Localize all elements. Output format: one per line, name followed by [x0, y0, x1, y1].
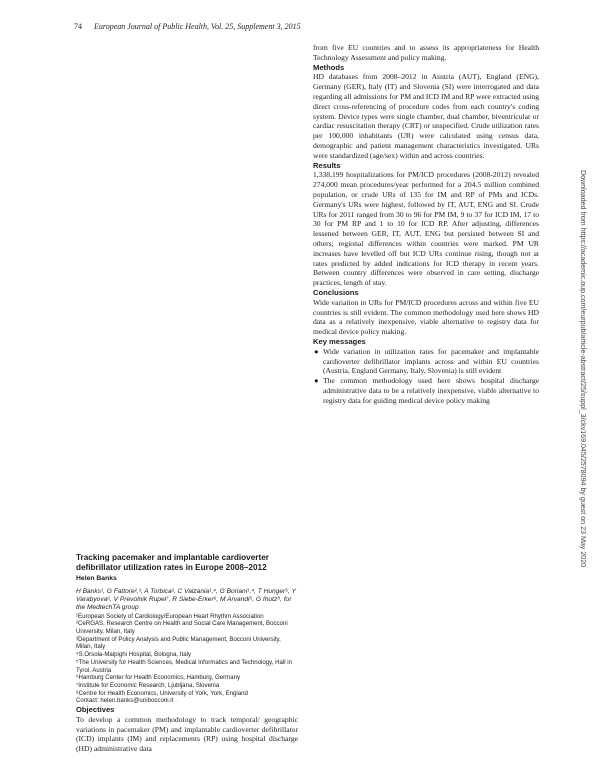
abstract-title: Tracking pacemaker and implantable cardioverter defibrillator utilization rates in Europe 2008–2012 — [76, 553, 269, 572]
affiliation-line: ⁵The University for Health Sciences, Medical Informatics and Technology, Hall in Tyrol, Austria — [76, 658, 293, 674]
methods-paragraph: HD databases from 2008–2012 in Austria (AUT), England (ENG), Germany (GER), Italy (IT) and Slovenia (SI) were interrogated and data regarding all admissions for PM and ICD IM and RP were extracted using direct cross-referencing of procedure codes from each country's coding system. Device types were single chamber, dual chamber, biventricular or cardiac resuscitation therapy (CRT) or unspecified. Crude utilization rates per 100,000 inhabitants (UR) were calculated using census data, demographic and patient management characteristics investigated. URs were standardized (age/sex) within and across countries. — [313, 72, 539, 160]
key-message-text: Wide variation in utilization rates for pacemaker and implantable cardioverter defibrillator implants across and within EU countries (Austria, England Germany, Italy, Slovenia) is still evident — [323, 346, 539, 376]
journal-citation: European Journal of Public Health, Vol. 25, Supplement 3, 2015 — [94, 22, 301, 31]
intro-paragraph: from five EU countries and to assess its appropriateness for Health Technology Assessment and policy making. — [313, 43, 539, 62]
download-watermark — [578, 170, 588, 610]
key-messages-list — [313, 347, 539, 406]
right-column — [313, 43, 539, 405]
affiliation-line: ¹European Society of Cardiology/European Heart Rhythm Association — [76, 612, 264, 620]
bullet-icon: ● — [314, 376, 319, 386]
running-header — [74, 22, 301, 31]
results-paragraph: 1,338,199 hospitalizations for PM/ICD procedures (2008-2012) revealed 274,000 mean procedures/year performed for a 204.5 million combined population, or crude URs of 135 for IM and RP of PMs and ICDs. Germany's URs were highest, followed by IT, AUT, ENG and SI. Crude URs for 2011 ranged from 30 to 96 for PM IM, 9 to 37 for ICD IM, 17 to 30 for PM RP and 1 to 10 for ICD RP. After adjusting, differences lessened between GER, IT, AUT, ENG but persisted between SI and others; regional differences within countries were marked. PM UR increases have levelled off but ICD URs continue rising, though not at rates predicted by added indications for ICD therapy in recent years. Between country differences were observed in care setting, discharge practices, length of stay. — [313, 170, 539, 288]
affiliation-line: ⁷Institute for Economic Research, Ljubljana, Slovenia — [76, 681, 220, 689]
bullet-icon: ● — [314, 346, 319, 356]
objectives-paragraph: To develop a common methodology to track temporal/ geographic variations in pacemaker (PM) and implantable cardioverter defibrillator (ICD) implants (IM) and replacements (RP) using hospital discharge (HD) administrative data — [76, 714, 298, 754]
key-message-text: The common methodology used here shows hospital discharge administrative data to be a relatively inexpensive, viable alternative to registry data for guiding medical device policy making — [323, 376, 539, 405]
affiliation-line: ³Department of Policy Analysis and Public Management, Bocconi University, Milan, Italy — [76, 635, 281, 651]
conclusions-heading: Conclusions — [313, 287, 359, 297]
contact-email[interactable]: Contact: helen.banks@unibocconi.it — [76, 697, 174, 705]
affiliation-line: ²CeRGAS, Research Centre on Health and Social Care Management, Bocconi University, Milan, Italy — [76, 620, 288, 636]
conclusions-paragraph: Wide variation in URs for PM/ICD procedures across and within five EU countries is still evident. The common methodology used here shows HD data as a relatively inexpensive, viable alternative to registry data for medical device policy making. — [313, 297, 539, 337]
affiliation-line: ⁶Hamburg Center for Health Economics, Hamburg, Germany — [76, 674, 241, 682]
key-message-item — [313, 347, 539, 376]
left-column — [76, 553, 298, 754]
affiliation-line: ⁴S.Orsola-Malpighi Hospital, Bologna, Italy — [76, 651, 192, 659]
author-list: H Banks¹, G Fattore²,³, A Torbica², C Valzania¹,⁴, G Boriani¹,⁴, T Hunger⁵, Y Varabyova⁶, V Prevolnik Rupel⁷, R Siebe-Erker⁶, M Arvandi⁵, G Ihutz⁸, for the MedtechTA group — [76, 588, 296, 612]
download-notice: Downloaded from https://academic.oup.com/eurpub/article-abstract/25/suppl_3/ckv169.045/2578094 by guest on 23 May 2020 — [579, 170, 587, 568]
key-messages-heading: Key messages — [313, 336, 366, 346]
key-message-item — [313, 376, 539, 405]
methods-heading: Methods — [313, 62, 345, 72]
objectives-heading: Objectives — [76, 705, 115, 715]
presenting-author: Helen Banks — [76, 575, 117, 582]
page-number: 74 — [74, 22, 82, 31]
results-heading: Results — [313, 160, 341, 170]
affiliations — [76, 613, 298, 705]
affiliation-line: ⁸Centre for Health Economics, University of York, York, England — [76, 689, 248, 697]
